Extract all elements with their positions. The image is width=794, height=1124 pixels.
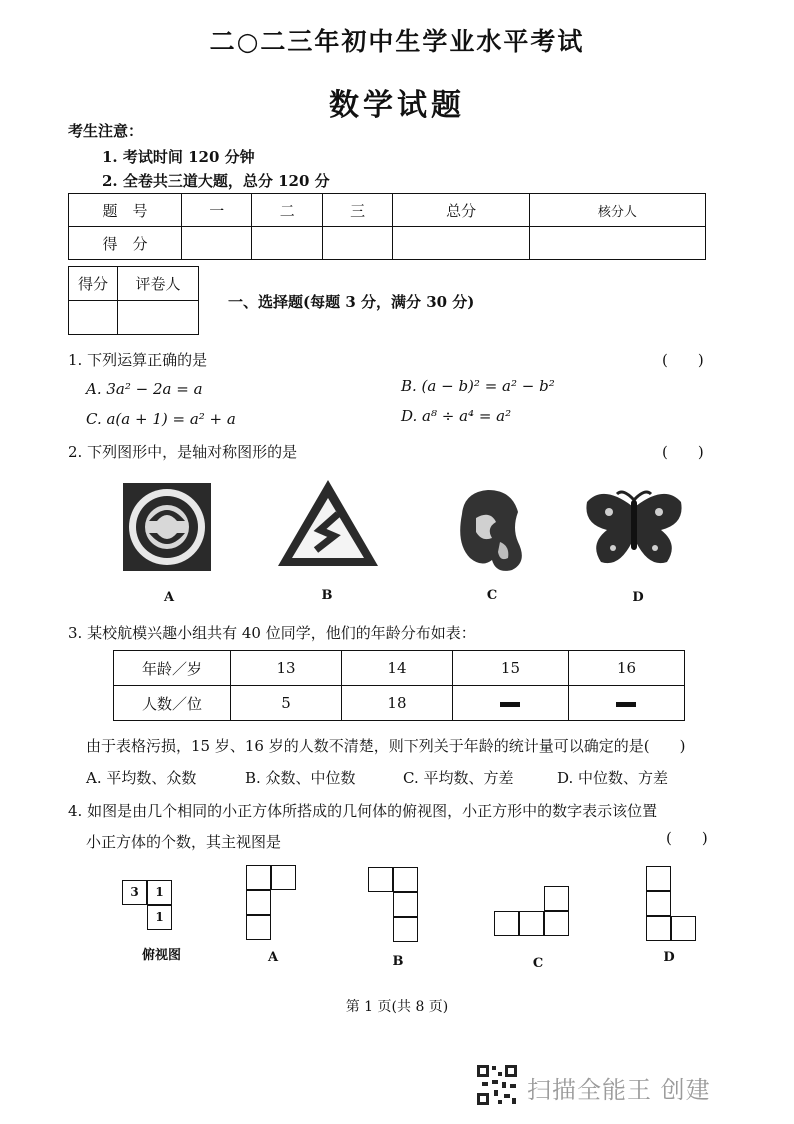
page-footer: 第 1 页(共 8 页) [345, 999, 449, 1015]
table-cell: 二 [252, 194, 322, 227]
table-cell: 题 号 [69, 194, 182, 227]
grader-name-label: 评卷人 [118, 267, 199, 301]
table-row [114, 686, 685, 721]
table-cell: 14 [341, 651, 452, 686]
subject-title: 数学试题 [329, 88, 465, 123]
q2-stem: 2. 下列图形中，是轴对称图形的是 [68, 443, 298, 461]
score-table-header-row [69, 194, 706, 227]
score-input-cell[interactable] [182, 227, 252, 260]
q1-option-c: C. a(a + 1) = a² + a [86, 410, 236, 428]
q4-label-d: D [663, 950, 675, 965]
q1-option-d: D. a⁸ ÷ a⁴ = a² [401, 407, 512, 425]
cube-face [671, 916, 696, 941]
q3-option-c: C. 平均数、方差 [403, 769, 514, 787]
table-cell: 年龄／岁 [114, 651, 231, 686]
score-input-cell[interactable] [393, 227, 529, 260]
q4-label-c: C [532, 956, 544, 971]
cube-face [393, 892, 418, 917]
score-table-score-row [69, 227, 706, 260]
top-view-cell: 1 [147, 880, 172, 905]
q4-option-b-figure [368, 867, 418, 942]
q1-option-a: A. 3a² − 2a = a [86, 380, 203, 398]
section-title: 一、选择题(每题 3 分，满分 30 分) [228, 293, 475, 311]
table-cell: 16 [568, 651, 684, 686]
cube-face [544, 886, 569, 911]
notice-item-time: 1. 考试时间 120 分钟 [102, 148, 255, 166]
q3-option-d: D. 中位数、方差 [557, 769, 669, 787]
cube-face [393, 867, 418, 892]
table-cell: 一 [182, 194, 252, 227]
grader-score-label: 得分 [69, 267, 118, 301]
q1-stem: 1. 下列运算正确的是 [68, 351, 208, 369]
table-cell: 人数／位 [114, 686, 231, 721]
grader-box [68, 266, 199, 335]
q4-top-view-label: 俯视图 [142, 948, 182, 963]
cube-face [393, 917, 418, 942]
q4-option-d-figure [646, 866, 696, 941]
q3-note: 由于表格污损，15 岁、16 岁的人数不清楚，则下列关于年龄的统计量可以确定的是( ) [86, 737, 686, 755]
grader-score-cell[interactable] [69, 301, 118, 335]
score-input-cell[interactable] [252, 227, 322, 260]
smudged-cell [568, 686, 684, 721]
cube-face [544, 911, 569, 936]
q2-label-c: C [486, 588, 498, 603]
q2-label-b: B [321, 588, 333, 603]
q1-answer-paren[interactable]: ( ) [662, 351, 704, 369]
q3-option-a: A. 平均数、众数 [86, 769, 197, 787]
q1-option-b: B. (a − b)² = a² − b² [401, 377, 555, 395]
grader-name-cell[interactable] [118, 301, 199, 335]
q4-option-c-figure [494, 886, 569, 936]
cube-face [494, 911, 519, 936]
q2-figure-b-warning-sign [276, 478, 380, 570]
q2-figure-d-butterfly [583, 486, 685, 570]
cube-face [246, 865, 271, 890]
q4-stem-line1: 4. 如图是由几个相同的小正方体所搭成的几何体的俯视图，小正方形中的数字表示该位置 [68, 802, 658, 820]
q4-answer-paren[interactable]: ( ) [666, 829, 708, 847]
age-table [113, 650, 685, 721]
q2-figure-c-shape [452, 484, 532, 574]
cube-face [246, 890, 271, 915]
table-cell: 三 [322, 194, 392, 227]
cube-face [519, 911, 544, 936]
exam-title: 二○二三年初中生学业水平考试 [209, 27, 585, 56]
q2-label-d: D [632, 590, 644, 605]
score-input-cell[interactable] [529, 227, 705, 260]
q2-figure-a-logo [121, 481, 213, 573]
ink-smudge [616, 702, 636, 707]
cube-face [646, 866, 671, 891]
q3-option-b: B. 众数、中位数 [245, 769, 356, 787]
table-cell: 18 [341, 686, 452, 721]
qr-code-icon [476, 1064, 518, 1106]
cube-face [368, 867, 393, 892]
cube-face [646, 916, 671, 941]
q2-answer-paren[interactable]: ( ) [662, 443, 704, 461]
cube-face [271, 865, 296, 890]
top-view-cell: 1 [147, 905, 172, 930]
table-row [114, 651, 685, 686]
table-cell: 5 [231, 686, 342, 721]
table-cell: 15 [452, 651, 568, 686]
cube-face [246, 915, 271, 940]
table-cell: 总分 [393, 194, 529, 227]
q4-option-a-figure [246, 865, 296, 940]
q4-stem-line2: 小正方体的个数，其主视图是 [86, 833, 282, 851]
top-view-cell: 3 [122, 880, 147, 905]
q3-stem: 3. 某校航模兴趣小组共有 40 位同学，他们的年龄分布如表： [68, 624, 476, 642]
table-cell: 13 [231, 651, 342, 686]
table-cell: 得 分 [69, 227, 182, 260]
score-input-cell[interactable] [322, 227, 392, 260]
table-cell: 核分人 [529, 194, 705, 227]
notice-item-score: 2. 全卷共三道大题，总分 120 分 [102, 172, 330, 190]
scanner-watermark: 扫描全能王 创建 [527, 1076, 711, 1104]
q4-top-view [122, 880, 182, 940]
q4-label-a: A [267, 950, 279, 965]
ink-smudge [500, 702, 520, 707]
q2-label-a: A [163, 590, 175, 605]
q4-label-b: B [392, 954, 404, 969]
notice-heading: 考生注意： [68, 122, 144, 140]
score-table [68, 193, 706, 260]
cube-face [646, 891, 671, 916]
smudged-cell [452, 686, 568, 721]
